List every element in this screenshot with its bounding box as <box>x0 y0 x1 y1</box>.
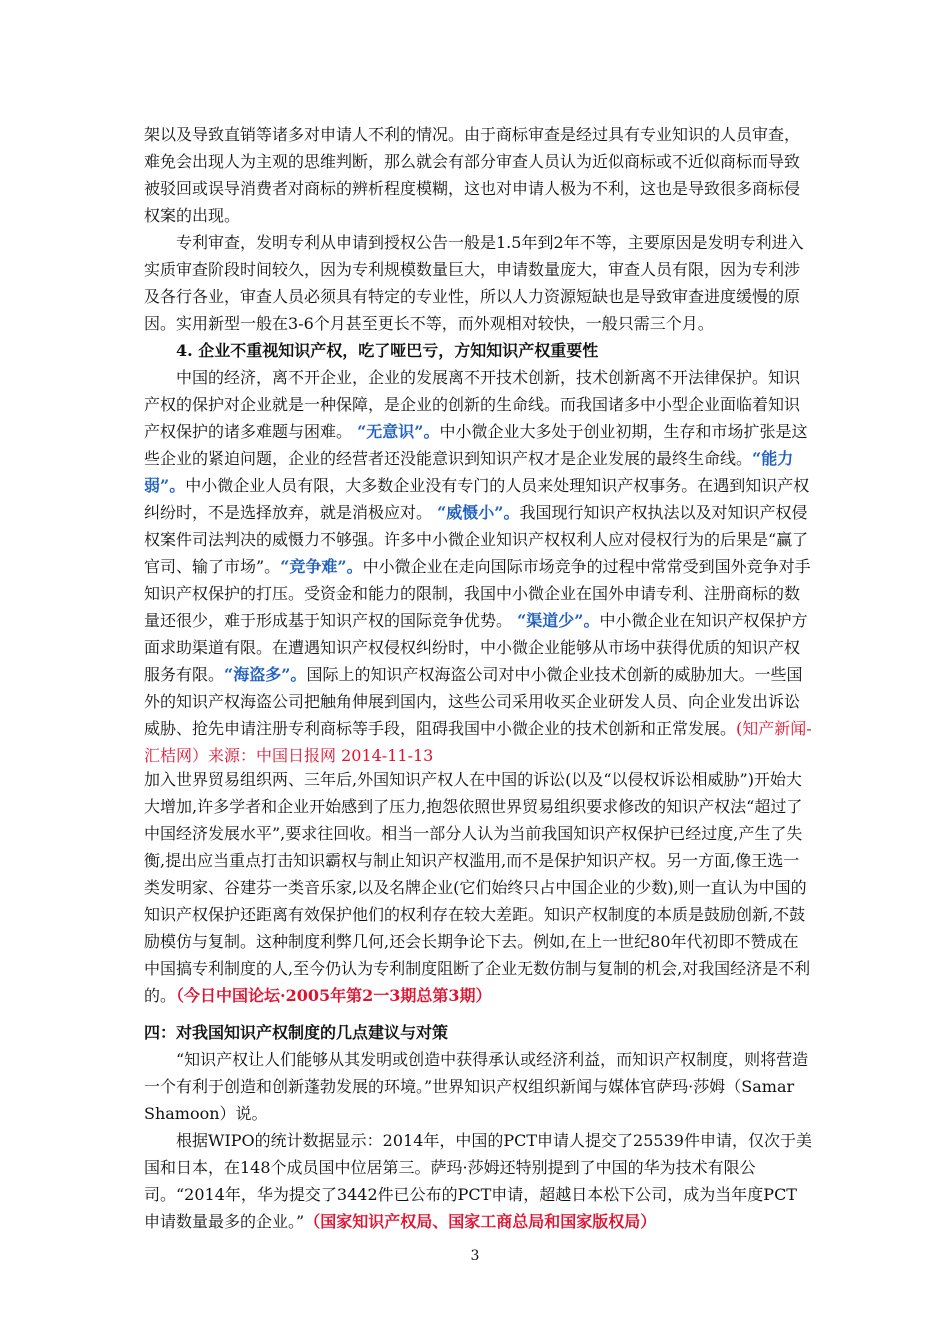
text-few-channels: 中小微企业在知识产权保护方面求助渠道有限。在遭遇知识产权侵权纠纷时，中小微企业能够从市场中获得优质的知识产权服务有限。 <box>144 611 808 684</box>
paragraph-wto-debate <box>144 766 812 1009</box>
section-suggestions <box>144 1019 812 1235</box>
text-wto-debate: 加入世界贸易组织两、三年后,外国知识产权人在中国的诉讼(以及“以侵权诉讼相威胁”)开始大大增加,许多学者和企业开始感到了压力,抱怨依照世界贸易组织要求修改的知识产权法“超过了中国经济发展水平”,要求往回收。相当一部分人认为当前我国知识产权保护已经过度,产生了失衡,提出应当重点打击知识霸权与制止知识产权滥用,而不是保护知识产权。另一方面,像王选一类发明家、谷建芬一类音乐家,以及名牌企业(它们始终只占中国企业的少数),则一直认为中国的知识产权保护还距离有效保护他们的权利存在较大差距。知识产权制度的本质是鼓励创新,不鼓励模仿与复制。这种制度利弊几何,还会长期争论下去。例如,在上一世纪80年代初即不赞成在中国搞专利制度的人,至今仍认为专利制度阻断了企业无数仿制与复制的机会,对我国经济是不利的。 <box>144 770 811 1005</box>
keyword-low-deterrence: “威慑小”。 <box>437 503 520 522</box>
text-weak-ability: 中小微企业人员有限，大多数企业没有专门的人员来处理知识产权事务。在遇到知识产权纠纷时，不是选择放弃，就是消极应对。 <box>144 476 810 522</box>
text-intro: 中国的经济，离不开企业，企业的发展离不开技术创新，技术创新离不开法律保护。知识产权的保护对企业就是一种保障，是企业的创新的生命线。而我国诸多中小型企业面临着知识产权保护的诸多难题与困难。 <box>144 368 801 441</box>
page-number: 3 <box>470 1248 480 1264</box>
text-many-pirates: 国际上的知识产权海盗公司对中小微企业技术创新的威胁加大。一些国外的知识产权海盗公司把触角伸展到国内，这些公司采用收买企业研发人员、向企业发出诉讼威胁、抢先申请注册专利商标等手段，阻碍我国中小微企业的技术创新和正常发展。 <box>144 665 803 738</box>
paragraph-wipo-quote: “知识产权让人们能够从其发明或创造中获得承认或经济利益，而知识产权制度，则将营造一个有利于创造和创新蓬勃发展的环境。”世界知识产权组织新闻与媒体官萨玛·莎姆（Samar Shamoon）说。 <box>144 1050 809 1123</box>
paragraph-patent-review: 专利审查，发明专利从申请到授权公告一般是1.5年到2年不等，主要原因是发明专利进入实质审查阶段时间较久，因为专利规模数量巨大，申请数量庞大，审查人员有限，因为专利涉及各行各业，审查人员必须具有特定的专业性，所以人力资源短缺也是导致审查进度缓慢的原因。实用新型一般在3-6个月甚至更长不等，而外观相对较快，一般只需三个月。 <box>144 233 804 333</box>
section-enterprise-ip <box>144 121 812 769</box>
paragraph-sme-difficulties <box>144 364 812 769</box>
text-no-awareness: 中小微企业大多处于创业初期，生存和市场扩张是这些企业的紧迫问题，企业的经营者还没能意识到知识产权才是企业发展的最终生命线。 <box>144 422 808 468</box>
text-hard-competition: 中小微企业在走向国际市场竞争的过程中常常受到国外竞争对手知识产权保护的打压。受资金和能力的限制，我国中小微企业在国外申请专利、注册商标的数量还很少，难于形成基于知识产权的国际竞争优势。 <box>144 557 811 630</box>
section-wto-debate <box>144 766 812 1009</box>
source-citation-chinadaily: (知产新闻-汇桔网）来源：中国日报网 2014-11-13 <box>144 719 812 765</box>
keyword-weak-ability: “能力弱”。 <box>144 449 794 495</box>
source-citation-sipo: （国家知识产权局、国家工商总局和国家版权局） <box>304 1212 657 1231</box>
keyword-hard-competition: “竞争难”。 <box>280 557 363 576</box>
keyword-no-awareness: “无意识”。 <box>357 422 440 441</box>
heading-enterprise-ip: 4. 企业不重视知识产权，吃了哑巴亏，方知知识产权重要性 <box>176 341 599 360</box>
keyword-many-pirates: “海盗多”。 <box>224 665 307 684</box>
paragraph-pct-statistics <box>144 1127 812 1235</box>
text-pct-statistics: 根据WIPO的统计数据显示：2014年，中国的PCT申请人提交了25539件申请，仅次于美国和日本，在148个成员国中位居第三。萨玛·莎姆还特别提到了中国的华为技术有限公司。“2014年，华为提交了3442件已公布的PCT申请，超越日本松下公司，成为当年度PCT申请数量最多的企业。” <box>144 1131 812 1231</box>
text-low-deterrence: 我国现行知识产权执法以及对知识产权侵权案件司法判决的威慑力不够强。许多中小微企业知识产权权利人应对侵权行为的后果是“赢了官司、输了市场”。 <box>144 503 809 576</box>
source-citation-forum: （今日中国论坛·2005年第2一3期总第3期） <box>176 986 492 1005</box>
keyword-few-channels: “渠道少”。 <box>517 611 600 630</box>
paragraph-trademark-review: 架以及导致直销等诸多对申请人不利的情况。由于商标审查是经过具有专业知识的人员审查，难免会出现人为主观的思维判断，那么就会有部分审查人员认为近似商标或不近似商标而导致被驳回或误导消费者对商标的辨析程度模糊，这也对申请人极为不利，这也是导致很多商标侵权案的出现。 <box>144 125 801 225</box>
heading-suggestions: 四：对我国知识产权制度的几点建议与对策 <box>144 1023 449 1042</box>
